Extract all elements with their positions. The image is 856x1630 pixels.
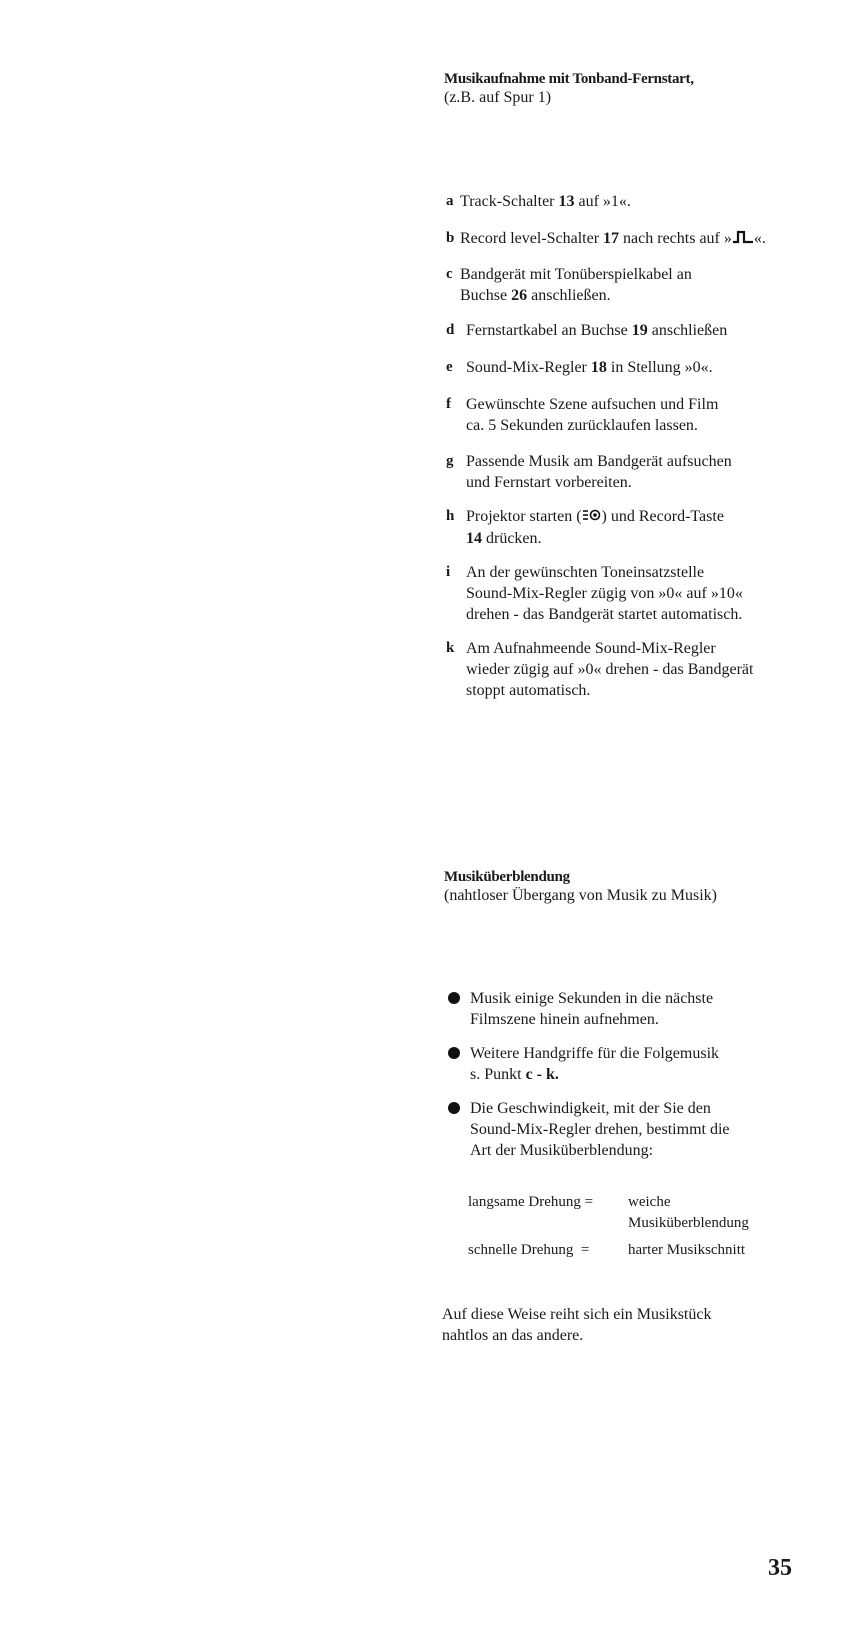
step-line: drehen - das Bandgerät startet automatisch. [466, 606, 743, 623]
comparison-value: weiche [628, 1194, 671, 1210]
step-text [460, 191, 846, 212]
step-text-part: Projektor starten ( [466, 508, 582, 525]
part-number: 18 [590, 359, 607, 376]
step-text-part: Buchse [460, 287, 512, 304]
bullet-item [444, 1043, 824, 1085]
step-text-part: anschließen. [527, 287, 611, 304]
step-letter: c [446, 266, 453, 282]
step-text [460, 228, 846, 250]
closing-line: Auf diese Weise reiht sich ein Musikstück [442, 1306, 712, 1323]
step-b [446, 228, 846, 250]
step-text-part: ) und Record-Taste [601, 508, 724, 525]
step-text-part: nach rechts auf » [619, 230, 732, 247]
bullet-icon [448, 992, 460, 1004]
step-text-part: «. [753, 230, 766, 247]
comparison-row-2-right: harter Musikschnitt [628, 1242, 746, 1258]
step-letter: i [446, 564, 451, 580]
part-number: 17 [603, 230, 620, 247]
section-title: Musikaufnahme mit Tonband-Fernstart, [444, 71, 694, 87]
step-line: Am Aufnahmeende Sound-Mix-Regler [466, 640, 716, 657]
step-text [466, 638, 846, 701]
step-line: Sound-Mix-Regler zügig von »0« auf »10« [466, 585, 743, 602]
step-letter: b [446, 230, 455, 246]
step-text [466, 562, 846, 625]
step-text-part: Sound-Mix-Regler [466, 359, 591, 376]
step-letter: h [446, 508, 455, 524]
step-letter: a [446, 193, 454, 209]
step-line [466, 506, 846, 528]
bullet-icon [448, 1047, 460, 1059]
step-text [466, 357, 846, 378]
step-i [446, 562, 846, 625]
step-c [446, 264, 846, 306]
section-musikaufnahme [444, 70, 844, 108]
step-text [460, 264, 846, 306]
bullet-line: Weitere Handgriffe für die Folgemusik [470, 1045, 720, 1062]
step-letter: k [446, 640, 455, 656]
step-line: und Fernstart vorbereiten. [466, 474, 632, 491]
step-text-part: Fernstartkabel an Buchse [466, 322, 632, 339]
step-text-part: Record level-Schalter [460, 230, 604, 247]
bullet-line: Die Geschwindigkeit, mit der Sie den [470, 1100, 711, 1117]
bullet-item [444, 988, 824, 1030]
part-number: 19 [631, 322, 648, 339]
section-musikueberblendung [444, 868, 844, 906]
bullet-text [470, 988, 824, 1030]
step-letter: e [446, 359, 453, 375]
bullet-line: Filmszene hinein aufnehmen. [470, 1011, 659, 1028]
comparison-row-1-left: langsame Drehung = [468, 1194, 594, 1210]
step-text-part: in Stellung »0«. [606, 359, 713, 376]
step-line: stoppt automatisch. [466, 682, 591, 699]
step-text-part: auf »1«. [574, 193, 631, 210]
bullet-item [444, 1098, 824, 1161]
closing-paragraph [442, 1304, 842, 1346]
bullet-text-part: s. Punkt [470, 1066, 526, 1083]
bullet-line [470, 1064, 824, 1085]
step-line: Bandgerät mit Tonüberspielkabel an [460, 266, 692, 283]
step-d [446, 320, 846, 341]
step-a [446, 191, 846, 212]
step-line [460, 285, 846, 306]
comparison-row-2-left: schnelle Drehung = [468, 1242, 590, 1258]
page-number: 35 [768, 1555, 792, 1581]
step-text-part: drücken. [482, 529, 542, 547]
part-number: 26 [511, 287, 528, 304]
comparison-row-1-right [628, 1192, 749, 1234]
bullet-icon [448, 1102, 460, 1114]
section-subtitle: (nahtloser Übergang von Musik zu Musik) [444, 887, 717, 904]
step-letter: d [446, 322, 455, 338]
step-line [466, 528, 846, 549]
bullet-line: Art der Musiküberblendung: [470, 1142, 654, 1159]
projector-forward-icon [582, 507, 602, 528]
step-k [446, 638, 846, 701]
section-title: Musiküberblendung [444, 869, 570, 885]
step-line: Gewünschte Szene aufsuchen und Film [466, 396, 719, 413]
step-line: Passende Musik am Bandgerät aufsuchen [466, 453, 732, 470]
step-text [466, 394, 846, 436]
step-line: An der gewünschten Toneinsatzstelle [466, 564, 705, 581]
bullet-line: Sound-Mix-Regler drehen, bestimmt die [470, 1121, 730, 1138]
square-pulse-icon [732, 229, 754, 250]
bullet-text [470, 1098, 824, 1161]
bullet-text [470, 1043, 824, 1085]
step-letter: f [446, 396, 451, 412]
bullet-line: Musik einige Sekunden in die nächste [470, 990, 714, 1007]
step-g [446, 451, 846, 493]
step-line: ca. 5 Sekunden zurücklaufen lassen. [466, 417, 698, 434]
comparison-value: Musiküberblendung [628, 1215, 749, 1231]
step-line: wieder zügig auf »0« drehen - das Bandgerät [466, 661, 754, 678]
step-reference: c - k. [525, 1066, 559, 1083]
step-letter: g [446, 453, 454, 469]
step-f [446, 394, 846, 436]
section-subtitle: (z.B. auf Spur 1) [444, 89, 552, 106]
step-text-part: anschließen [647, 322, 728, 339]
step-text [466, 506, 846, 549]
closing-line: nahtlos an das andere. [442, 1327, 584, 1344]
step-text-part: Track-Schalter [460, 193, 559, 210]
step-h [446, 506, 846, 549]
step-text [466, 320, 846, 341]
part-number: 13 [558, 193, 575, 210]
step-text [466, 451, 846, 493]
step-e [446, 357, 846, 378]
part-number: 14 [466, 529, 482, 547]
